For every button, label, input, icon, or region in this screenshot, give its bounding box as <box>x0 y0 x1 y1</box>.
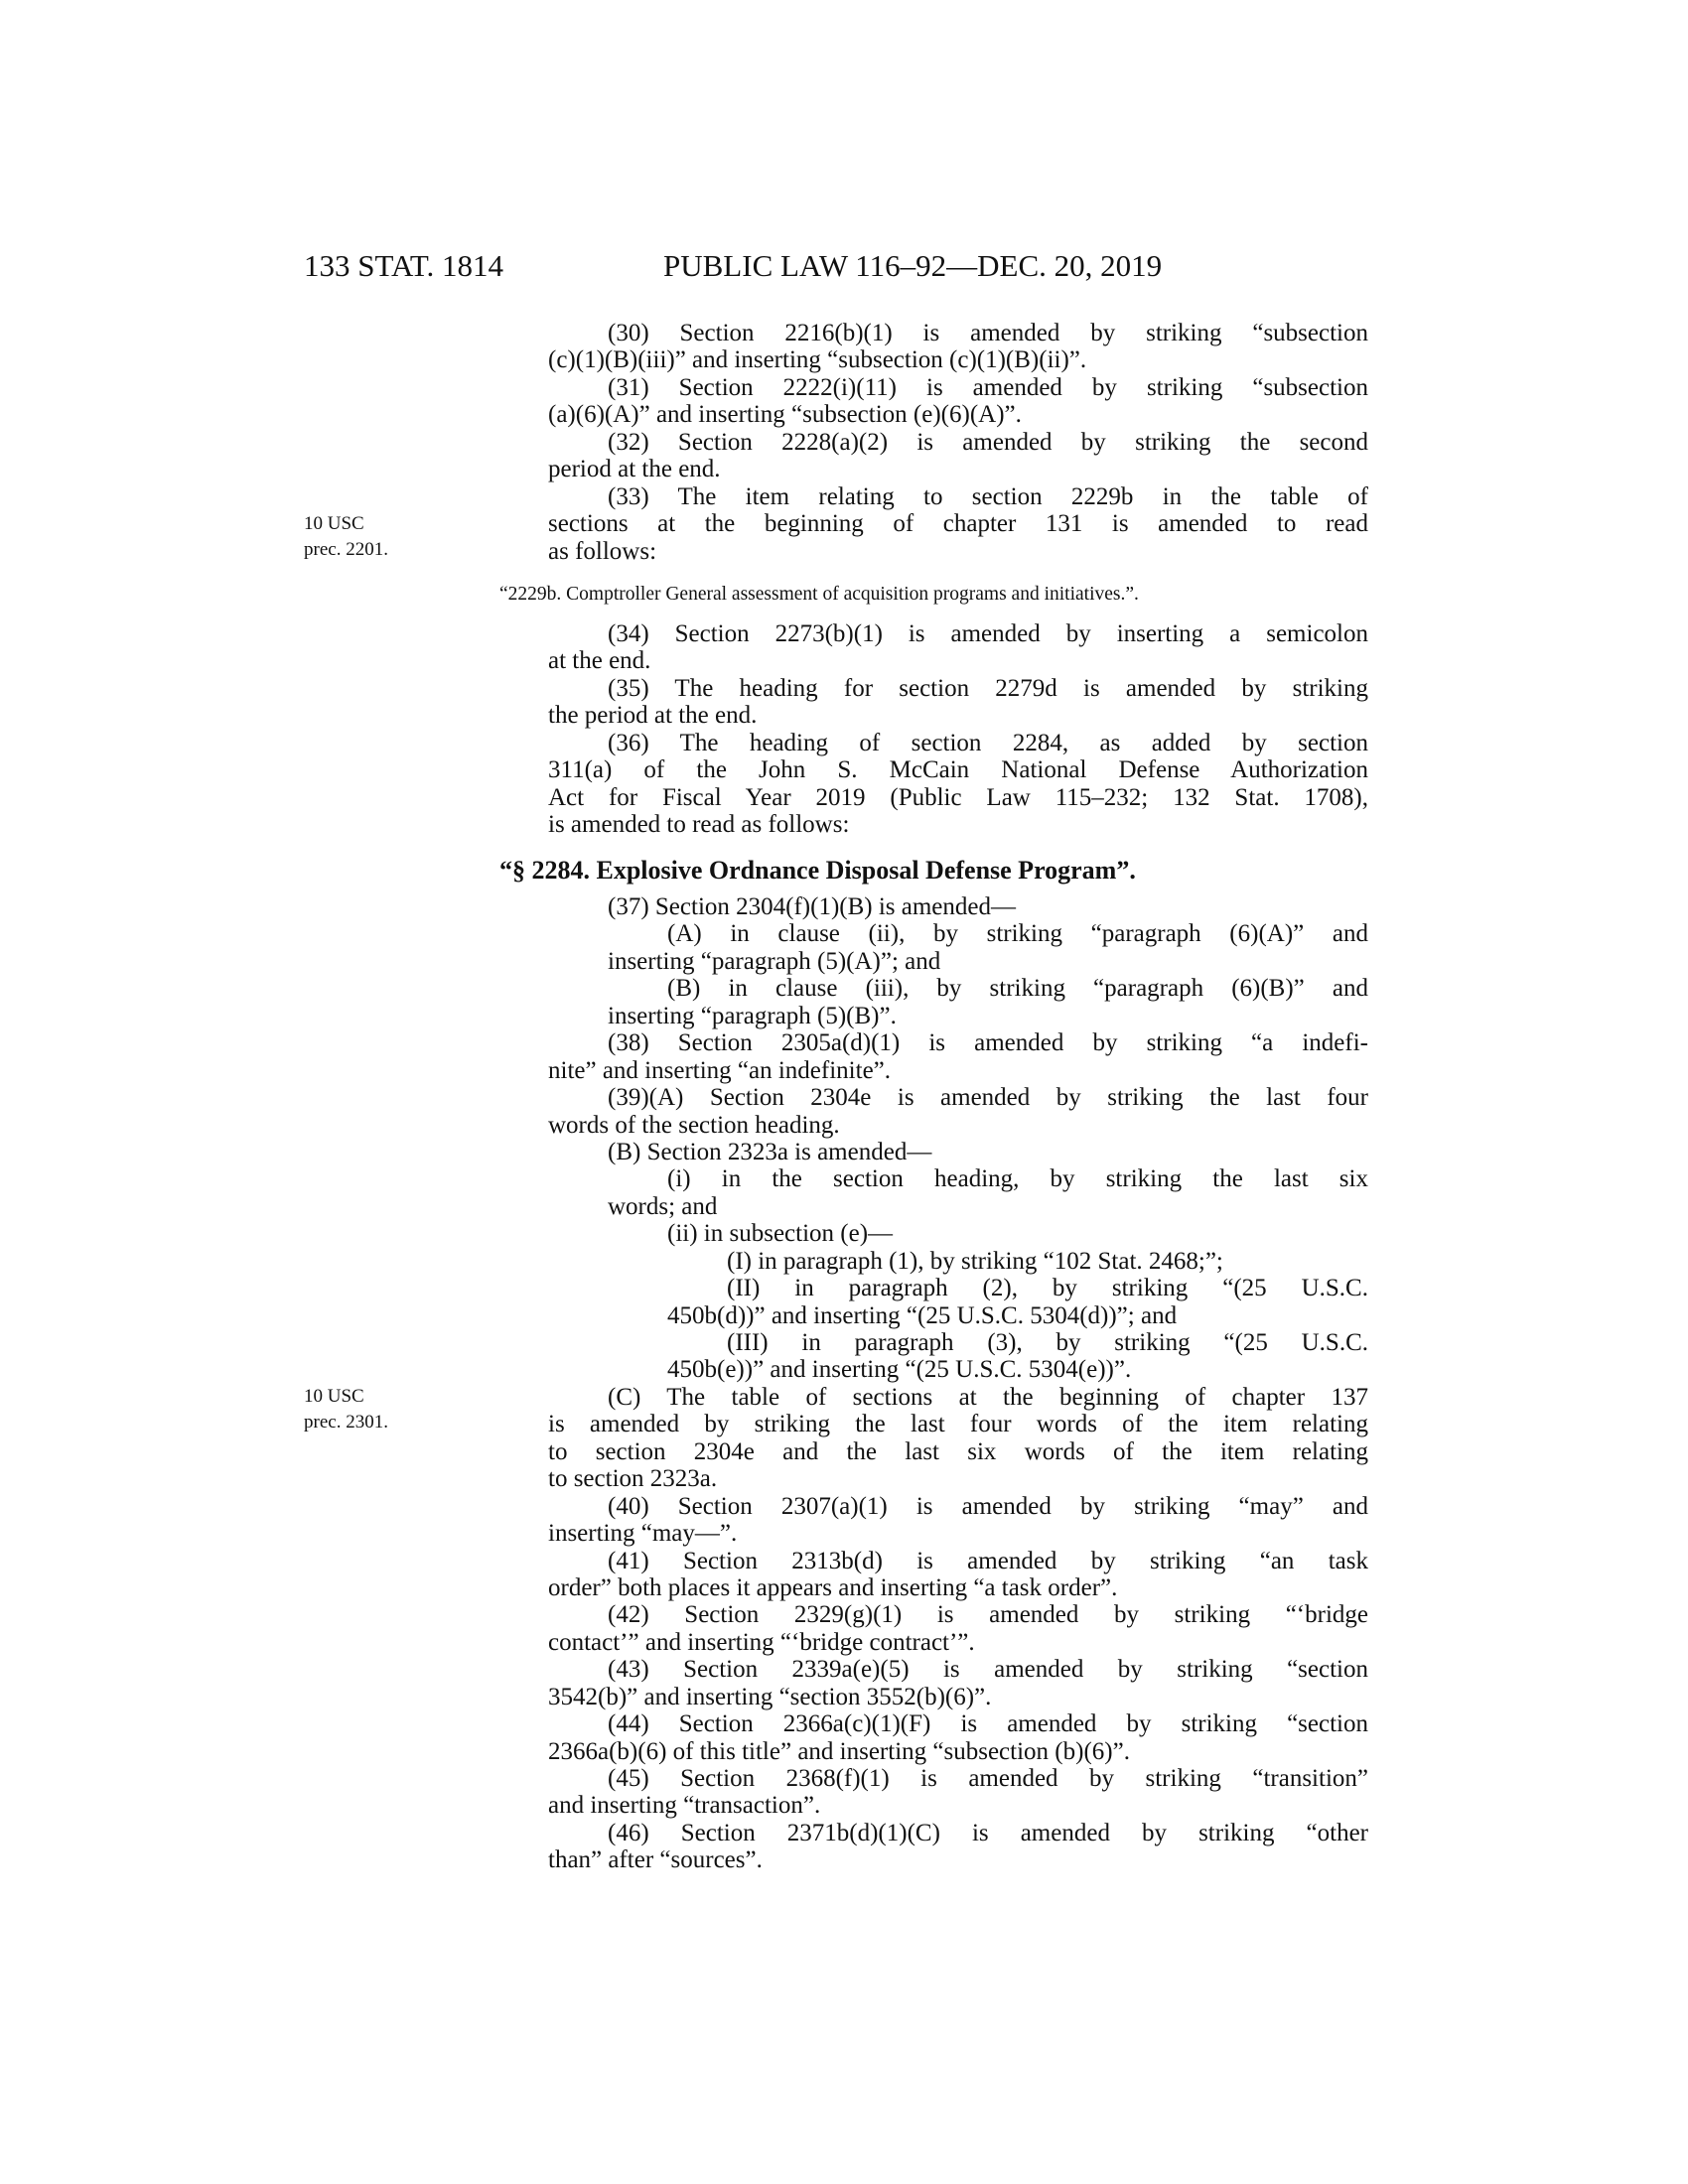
margin-note <box>304 511 388 563</box>
text-line: (40) Section 2307(a)(1) is amended by striking “may” and <box>608 1492 1368 1520</box>
text-line: (ii) in subsection (e)— <box>667 1220 894 1248</box>
paragraph <box>548 1329 1368 1384</box>
text-block <box>548 620 1368 839</box>
statute-page-number: 133 STAT. 1814 <box>304 248 504 283</box>
paragraph <box>548 1820 1368 1874</box>
text-line: (30) Section 2216(b)(1) is amended by striking “subsection <box>608 320 1368 346</box>
text-line: (32) Section 2228(a)(2) is amended by striking the second <box>608 428 1368 456</box>
text-line: (42) Section 2329(g)(1) is amended by striking “‘bridge <box>608 1601 1368 1629</box>
text-line: (I) in paragraph (1), by striking “102 Stat. 2468;”; <box>727 1247 1223 1275</box>
text-line: (B) Section 2323a is amended— <box>608 1138 932 1165</box>
margin-note-line: 10 USC <box>304 1386 364 1407</box>
text-line: period at the end. <box>548 456 721 483</box>
paragraph <box>548 1139 1368 1165</box>
text-line: contact’” and inserting “‘bridge contract’”. <box>548 1628 975 1656</box>
text-line: (i) in the section heading, by striking the last six <box>667 1165 1368 1193</box>
paragraph <box>548 1220 1368 1247</box>
text-line: 311(a) of the John S. McCain National Defense Authorization <box>548 756 1368 784</box>
paragraph <box>548 1710 1368 1765</box>
text-line: (31) Section 2222(i)(11) is amended by striking “subsection <box>608 373 1368 401</box>
text-line: (A) in clause (ii), by striking “paragraph (6)(A)” and <box>667 920 1368 948</box>
section-heading: “§ 2284. Explosive Ordnance Disposal Defense Program”. <box>499 856 1136 885</box>
text-line: at the end. <box>548 647 651 675</box>
text-line: than” after “sources”. <box>548 1846 763 1874</box>
text-line: (44) Section 2366a(c)(1)(F) is amended by striking “section <box>608 1710 1368 1738</box>
text-line: (a)(6)(A)” and inserting “subsection (e)(6)(A)”. <box>548 401 1022 429</box>
text-line: inserting “may—”. <box>548 1520 738 1548</box>
text-line: and inserting “transaction”. <box>548 1792 821 1820</box>
paragraph <box>548 1601 1368 1656</box>
text-line: (c)(1)(B)(iii)” and inserting “subsection (c)(1)(B)(ii)”. <box>548 346 1087 374</box>
paragraph <box>548 320 1368 374</box>
text-line: (39)(A) Section 2304e is amended by striking the last four <box>608 1084 1368 1112</box>
text-line: (36) The heading of section 2284, as added by section <box>608 729 1368 756</box>
text-line: 2366a(b)(6) of this title” and inserting “subsection (b)(6)”. <box>548 1737 1130 1765</box>
text-line: (38) Section 2305a(d)(1) is amended by striking “a indefi- <box>608 1029 1368 1057</box>
paragraph <box>548 1493 1368 1548</box>
text-line: inserting “paragraph (5)(A)”; and <box>608 947 941 975</box>
text-line: (II) in paragraph (2), by striking “(25 U.S.C. <box>727 1275 1368 1302</box>
paragraph <box>548 1165 1368 1220</box>
paragraph <box>548 893 1368 920</box>
paragraph <box>548 1765 1368 1820</box>
paragraph <box>548 920 1368 975</box>
text-line: (46) Section 2371b(d)(1)(C) is amended by striking “other <box>608 1819 1368 1846</box>
margin-note <box>304 1384 388 1435</box>
paragraph <box>548 1275 1368 1329</box>
text-line: is amended by striking the last four words of the item relating <box>548 1411 1368 1438</box>
text-line: inserting “paragraph (5)(B)”. <box>608 1002 897 1029</box>
paragraph <box>548 1084 1368 1139</box>
text-line: (C) The table of sections at the beginning of chapter 137 <box>608 1383 1368 1411</box>
text-line: to section 2323a. <box>548 1465 718 1493</box>
paragraph <box>548 483 1368 565</box>
text-line: is amended to read as follows: <box>548 811 850 839</box>
text-line: words; and <box>608 1192 718 1220</box>
text-line: 450b(e))” and inserting “(25 U.S.C. 5304(e))”. <box>667 1356 1132 1384</box>
text-line: as follows: <box>548 537 657 565</box>
running-head: PUBLIC LAW 116–92—DEC. 20, 2019 <box>663 248 1163 283</box>
margin-note-line: prec. 2301. <box>304 1412 388 1433</box>
text-block <box>548 893 1368 1874</box>
text-line: words of the section heading. <box>548 1111 840 1139</box>
text-line: 450b(d))” and inserting “(25 U.S.C. 5304(d))”; and <box>667 1301 1178 1329</box>
text-line: the period at the end. <box>548 702 758 730</box>
text-line: Act for Fiscal Year 2019 (Public Law 115–232; 132 Stat. 1708), <box>548 783 1368 811</box>
text-line: sections at the beginning of chapter 131 is amended to read <box>548 510 1368 538</box>
paragraph <box>548 730 1368 839</box>
paragraph <box>548 975 1368 1029</box>
text-line: to section 2304e and the last six words of the item relating <box>548 1437 1368 1465</box>
paragraph <box>548 1029 1368 1084</box>
text-line: (43) Section 2339a(e)(5) is amended by striking “section <box>608 1656 1368 1684</box>
text-line: (45) Section 2368(f)(1) is amended by striking “transition” <box>608 1765 1368 1792</box>
text-line: (III) in paragraph (3), by striking “(25 U.S.C. <box>727 1329 1368 1356</box>
text-line: 3542(b)” and inserting “section 3552(b)(6)”. <box>548 1683 992 1710</box>
text-line: order” both places it appears and inserting “a task order”. <box>548 1573 1118 1601</box>
text-line: (37) Section 2304(f)(1)(B) is amended— <box>608 893 1016 920</box>
table-of-sections-item: “2229b. Comptroller General assessment of acquisition programs and initiatives.”. <box>499 584 1139 605</box>
paragraph <box>548 675 1368 730</box>
text-line: (34) Section 2273(b)(1) is amended by inserting a semicolon <box>608 620 1368 647</box>
paragraph <box>548 1548 1368 1602</box>
text-line: (B) in clause (iii), by striking “paragraph (6)(B)” and <box>667 975 1368 1003</box>
margin-note-line: 10 USC <box>304 513 364 534</box>
paragraph <box>548 1656 1368 1710</box>
paragraph <box>548 620 1368 675</box>
text-line: (33) The item relating to section 2229b in the table of <box>608 482 1368 510</box>
text-line: (41) Section 2313b(d) is amended by striking “an task <box>608 1547 1368 1574</box>
paragraph <box>548 374 1368 429</box>
text-line: (35) The heading for section 2279d is amended by striking <box>608 674 1368 702</box>
paragraph <box>548 429 1368 483</box>
paragraph <box>548 1248 1368 1275</box>
paragraph <box>548 1384 1368 1493</box>
text-line: nite” and inserting “an indefinite”. <box>548 1056 892 1084</box>
text-block <box>548 320 1368 565</box>
margin-note-line: prec. 2201. <box>304 539 388 560</box>
